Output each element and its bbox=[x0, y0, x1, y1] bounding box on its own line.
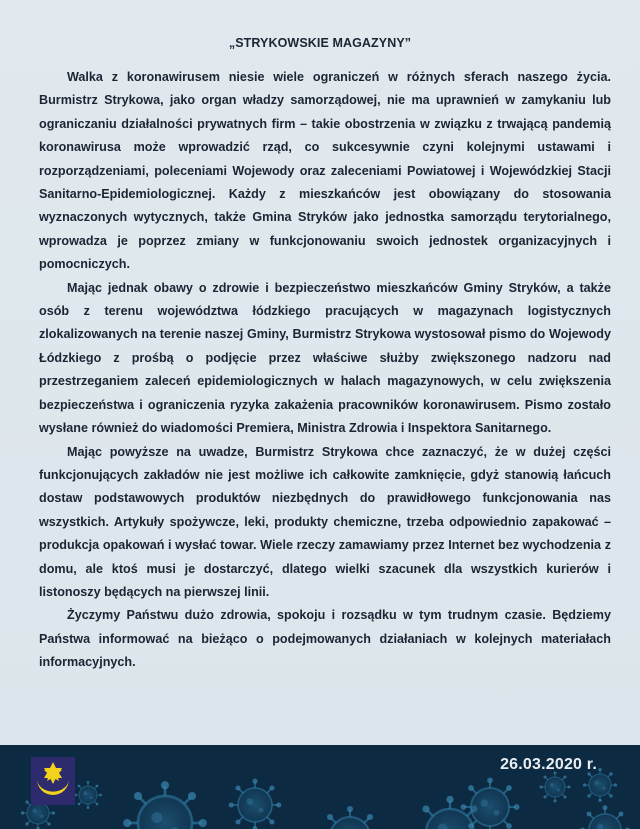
coat-of-arms-icon bbox=[31, 757, 75, 805]
document-title: „STRYKOWSKIE MAGAZYNY” bbox=[228, 36, 412, 50]
document-body bbox=[39, 66, 611, 675]
paragraph-3: Mając powyższe na uwadze, Burmistrz Strykowa chce zaznaczyć, że w dużej części funkcjonujących zakładów nie jest możliwe ich całkowite zamknięcie, gdyż stanowią łańcuch dostaw podstawowych produktów niezbędnych do prawidłowego funkcjonowania nas wszystkich. Artykuły spożywcze, leki, produkty chemiczne, trzeba odpowiednio zapakować – produkcja opakowań i wysłać towar. Wiele rzeczy zamawiamy przez Internet bez wychodzenia z domu, ale ktoś musi je dostarczyć, dlatego wielki szacunek dla wszystkich kurierów i listonoszy będących na pierwszej linii. bbox=[39, 444, 611, 599]
paragraph-1: Walka z koronawirusem niesie wiele ograniczeń w różnych sferach naszego życia. Burmistrz Strykowa, jako organ władzy samorządowej, nie ma uprawnień w zamykaniu lub ograniczaniu działalności prywatnych firm – takie obostrzenia w związku z trwającą pandemią koronawirusa może wprowadzić rząd, co sukcesywnie czyni kolejnymi ustawami i rozporządzeniami, poleceniami Wojewody oraz zaleceniami Powiatowej i Wojewódzkiej Stacji Sanitarno-Epidemiologicznej. Każdy z mieszkańców jest obowiązany do stosowania wyznaczonych wytycznych, także Gmina Stryków jako jednostka samorządu terytorialnego, wprowadza je poprzez zmiany w funkcjonowaniu swoich jednostek organizacyjnych i pomocniczych. bbox=[39, 70, 611, 272]
footer-banner bbox=[0, 745, 640, 829]
document-date: 26.03.2020 r. bbox=[500, 756, 597, 773]
paragraph-2: Mając jednak obawy o zdrowie i bezpieczeństwo mieszkańców Gminy Stryków, a także osób z terenu województwa łódzkiego pracujących w magazynach logistycznych zlokalizowanych na terenie naszej Gminy, Burmistrz Strykowa wystosował pismo do Wojewody Łódzkiego z prośbą o podjęcie przez właściwe służby zwiększonego nadzoru nad przestrzeganiem zaleceń epidemiologicznych w halach magazynowych, w celu zwiększenia bezpieczeństwa i ograniczenia ryzyka zakażenia pracowników koronawirusem. Pismo zostało wysłane również do wiadomości Premiera, Ministra Zdrowia i Inspektora Sanitarnego. bbox=[39, 280, 611, 436]
paragraph-4: Życzymy Państwu dużo zdrowia, spokoju i rozsądku w tym trudnym czasie. Będziemy Państwa informować na bieżąco o podejmowanych działaniach w kolejnych materiałach informacyjnych. bbox=[39, 608, 611, 670]
